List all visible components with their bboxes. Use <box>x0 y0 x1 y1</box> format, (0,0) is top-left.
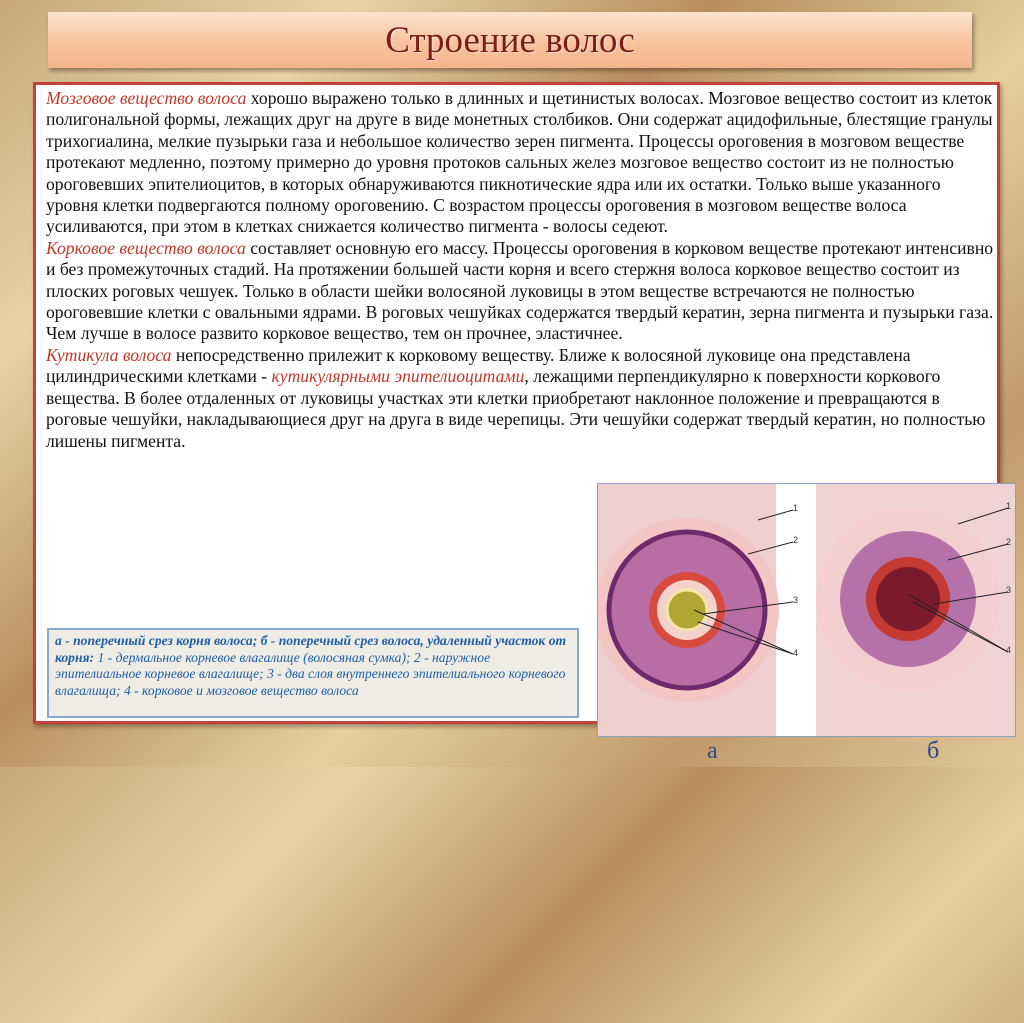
histology-figure <box>597 483 1016 737</box>
label-4a: 4 <box>793 648 799 658</box>
figure-caption <box>47 628 579 718</box>
term-cuticle: Кутикула волоса <box>46 344 172 365</box>
term-cortex: Корковое вещество волоса <box>46 237 246 258</box>
paragraph-cuticle-b: , лежащими перпендикулярно к поверхности коркового вещества. В более отдаленных от луковицы участках эти клетки приобретают наклонное положение и превращаются в роговые чешуйки, накладывающиеся друг на друга в виде черепицы. Эти чешуйки содержат твердый кератин, но полностью лишены пигмента. <box>46 366 986 451</box>
label-2b: 2 <box>1006 537 1012 547</box>
label-2a: 2 <box>793 535 799 545</box>
hair-cross-section-image <box>598 484 1015 736</box>
term-medulla: Мозговое вещество волоса <box>46 88 247 108</box>
panel-label-a: а <box>707 738 718 764</box>
panel-label-b: б <box>927 738 940 764</box>
term-cuticular-cells: кутикулярными эпителиоцитами <box>271 366 525 387</box>
slide-title: Строение волос <box>385 19 635 61</box>
caption-bold: а - поперечный срез корня волоса; б - поперечный срез волоса, удаленный участок от корня: <box>55 633 567 665</box>
label-1a: 1 <box>793 503 799 513</box>
label-3b: 3 <box>1006 585 1012 595</box>
title-bar <box>48 12 972 68</box>
paragraph-medulla: хорошо выражено только в длинных и щетинистых волосах. Мозговое вещество состоит из клеток полигональной формы, лежащих друг на друге в виде монетных столбиков. Они содержат ацидофильные, блестящие гранулы трихогиалина, мелкие пузырьки газа и небольшое количество зерен пигмента. Процессы ороговения в мозговом веществе протекают медленно, поэтому примерно до уровня протоков сальных желез мозговое вещество состоит из не полностью ороговевших эпителиоцитов, в которых обнаруживаются пикнотические ядра или их остатки. Только выше указанного уровня клетки подвергаются полному ороговению. С возрастом процессы ороговения в мозговом веществе волоса усиливаются, при этом в клетках снижается количество пигмента - волосы седеют. <box>46 88 993 237</box>
paragraph-cortex: составляет основную его массу. Процессы ороговения в корковом веществе протекают интенсивно и без промежуточных стадий. На протяжении большей части корня и всего стержня волоса корковое вещество состоит из плоских роговых чешуек. Только в области шейки волосяной луковицы в этом веществе встречаются не полностью ороговевшие клетки с овальными ядрами. В роговых чешуйках содержатся твердый кератин, зерна пигмента и пузырьки газа. Чем лучше в волосе развито корковое вещество, тем он прочнее, эластичнее. <box>46 237 994 344</box>
caption-text: 1 - дермальное корневое влагалище (волосяная сумка); 2 - наружное эпителиальное корневое влагалище; 3 - два слоя внутреннего эпителиального корневого влагалища; 4 - корковое и мозговое вещество волоса <box>55 649 566 698</box>
label-3a: 3 <box>793 595 799 605</box>
label-1b: 1 <box>1006 501 1012 511</box>
paragraph-cuticle-a: непосредственно прилежит к корковому веществу. Ближе к волосяной луковице она представлена цилиндрическими клетками - <box>46 344 911 387</box>
label-4b: 4 <box>1006 645 1012 655</box>
